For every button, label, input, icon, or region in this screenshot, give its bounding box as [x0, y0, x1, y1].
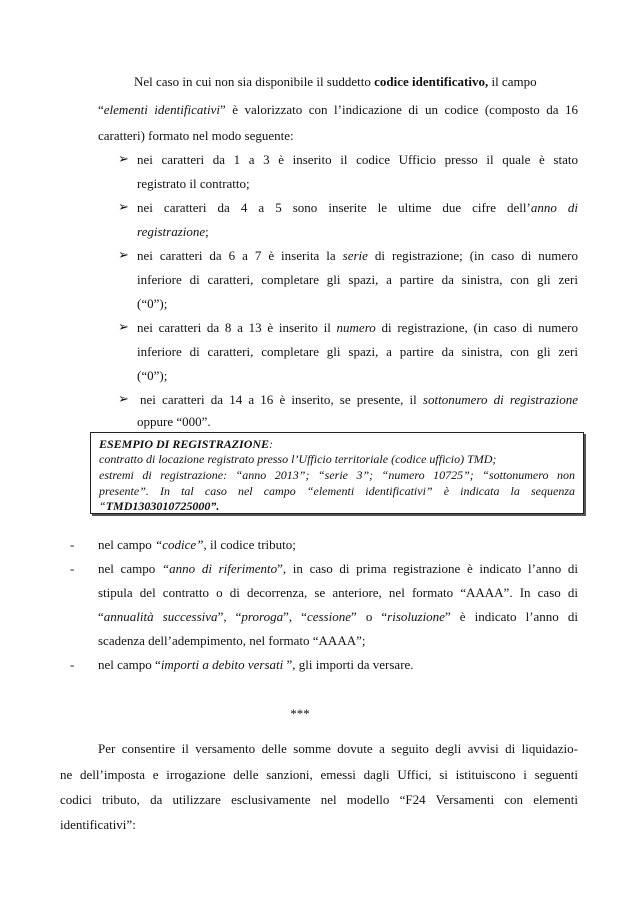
field-importi	[98, 657, 414, 673]
field-text: ”, gli importi da versare.	[283, 657, 414, 672]
field-text: nel campo	[98, 537, 156, 552]
arrow-bullet-icon: ➢	[118, 392, 129, 407]
bullet-text: nei caratteri da 8 a 13 è inserito il	[137, 320, 337, 335]
intro-text: “	[98, 102, 104, 117]
intro-line-2	[98, 102, 578, 118]
field-italic-term: proroga	[241, 609, 284, 624]
example-quote: “	[99, 499, 106, 513]
field-anno-line-4: scadenza dell’adempimento, nel formato “AAAA”;	[98, 633, 366, 648]
bullet-italic-term: numero	[336, 320, 376, 335]
dash-bullet: -	[70, 657, 75, 672]
bullet-2-line-1	[137, 200, 578, 216]
example-sequence: TMD1303010725000”.	[105, 499, 220, 513]
field-text: “	[98, 609, 104, 624]
field-text: , il codice tributo;	[203, 537, 296, 552]
intro-line-1	[134, 74, 537, 90]
field-anno-line-3	[98, 609, 578, 625]
bullet-text: ;	[205, 224, 209, 239]
field-text: nel campo “	[98, 657, 161, 672]
field-text: nel campo	[98, 561, 162, 576]
closing-line-3: codici tributo, da utilizzare esclusivamente nel modello “F24 Versamenti con elementi	[60, 792, 578, 807]
field-text: ” o “	[350, 609, 388, 624]
bullet-3-line-1	[137, 248, 578, 264]
example-title-text: ESEMPIO DI REGISTRAZIONE	[99, 437, 270, 451]
example-line-5	[99, 498, 575, 514]
bullet-3-line-3: (“0”);	[137, 296, 168, 311]
intro-line-3: caratteri) formato nel modo seguente:	[98, 128, 294, 143]
arrow-bullet-icon: ➢	[118, 200, 129, 215]
field-italic-term: cessione	[306, 609, 351, 624]
bullet-4-line-1	[137, 320, 578, 336]
field-text: ”, “	[217, 609, 242, 624]
section-separator: ***	[290, 706, 310, 721]
field-codice	[98, 537, 296, 553]
bullet-3-line-2: inferiore di caratteri, completare gli spazi, a partire da sinistra, con gli zeri	[137, 272, 578, 287]
field-italic-term: annualità successiva	[103, 609, 218, 624]
example-title-colon: :	[269, 437, 274, 451]
field-text: ”, in caso di prima registrazione è indicato l’anno di	[277, 561, 578, 576]
intro-italic-term: elementi identificativi	[103, 102, 221, 117]
field-text: ”, “	[283, 609, 307, 624]
intro-text: Nel caso in cui non sia disponibile il suddetto	[134, 74, 375, 89]
bullet-4-line-2: inferiore di caratteri, completare gli spazi, a partire da sinistra, con gli zeri	[137, 344, 578, 359]
arrow-bullet-icon: ➢	[118, 320, 129, 335]
bullet-text: nei caratteri da 4 a 5 sono inserite le ultime due cifre dell’	[137, 200, 531, 215]
field-italic-term: “anno di riferimento	[161, 561, 278, 576]
bullet-2-line-2	[137, 224, 209, 240]
dash-bullet: -	[70, 537, 75, 552]
example-box	[90, 432, 584, 514]
arrow-bullet-icon: ➢	[118, 248, 129, 263]
bullet-italic-term: registrazione	[137, 224, 206, 239]
field-italic-term: risoluzione	[387, 609, 445, 624]
bullet-italic-term: sottonumero di registrazione	[422, 392, 579, 407]
bullet-5-line-2: oppure “000”.	[137, 414, 211, 429]
bullet-text: nei caratteri da 14 a 16 è inserito, se presente, il	[140, 392, 423, 407]
bullet-italic-term: anno di	[530, 200, 578, 215]
dash-bullet: -	[70, 561, 75, 576]
bullet-text: nei caratteri da 6 a 7 è inserita la	[137, 248, 343, 263]
intro-text: ” è valorizzato con l’indicazione di un codice (composto da 16	[220, 102, 578, 117]
example-title	[99, 436, 575, 452]
bullet-4-line-3: (“0”);	[137, 368, 168, 383]
field-anno-line-2: stipula del contratto o di decorrenza, se anteriore, nel formato “AAAA”. In caso di	[98, 585, 578, 600]
bullet-text: di registrazione, (in caso di numero	[375, 320, 579, 335]
bullet-italic-term: serie	[342, 248, 368, 263]
intro-text: il campo	[488, 74, 537, 89]
example-line-4: presente”. In tal caso nel campo “elementi identificativi” è indicata la sequenza	[99, 484, 575, 498]
field-italic-term: importi a debito versati	[160, 657, 284, 672]
example-line-3: estremi di registrazione: “anno 2013”; “serie 3”; “numero 10725”; “sottonumero non	[99, 468, 575, 482]
closing-line-4: identificativi”:	[60, 817, 136, 832]
closing-line-2: ne dell’imposta e irrogazione delle sanzioni, emessi dagli Uffici, si istituiscono i seguenti	[60, 767, 578, 782]
arrow-bullet-icon: ➢	[118, 152, 129, 167]
closing-line-1: Per consentire il versamento delle somme dovute a seguito degli avvisi di liquidazio-	[98, 741, 578, 756]
bullet-text: di registrazione; (in caso di numero	[367, 248, 578, 263]
bullet-1-line-2: registrato il contratto;	[137, 176, 250, 191]
field-text: ” è indicato l’anno di	[444, 609, 578, 624]
bullet-5-line-1	[140, 392, 578, 408]
example-line-2: contratto di locazione registrato presso l’Ufficio territoriale (codice ufficio) TMD;	[99, 452, 497, 466]
field-anno-line-1	[98, 561, 578, 577]
intro-bold-term: codice identificativo,	[374, 74, 489, 89]
bullet-1-line-1: nei caratteri da 1 a 3 è inserito il codice Ufficio presso il quale è stato	[137, 152, 578, 167]
field-italic-term: “codice”	[155, 537, 204, 552]
